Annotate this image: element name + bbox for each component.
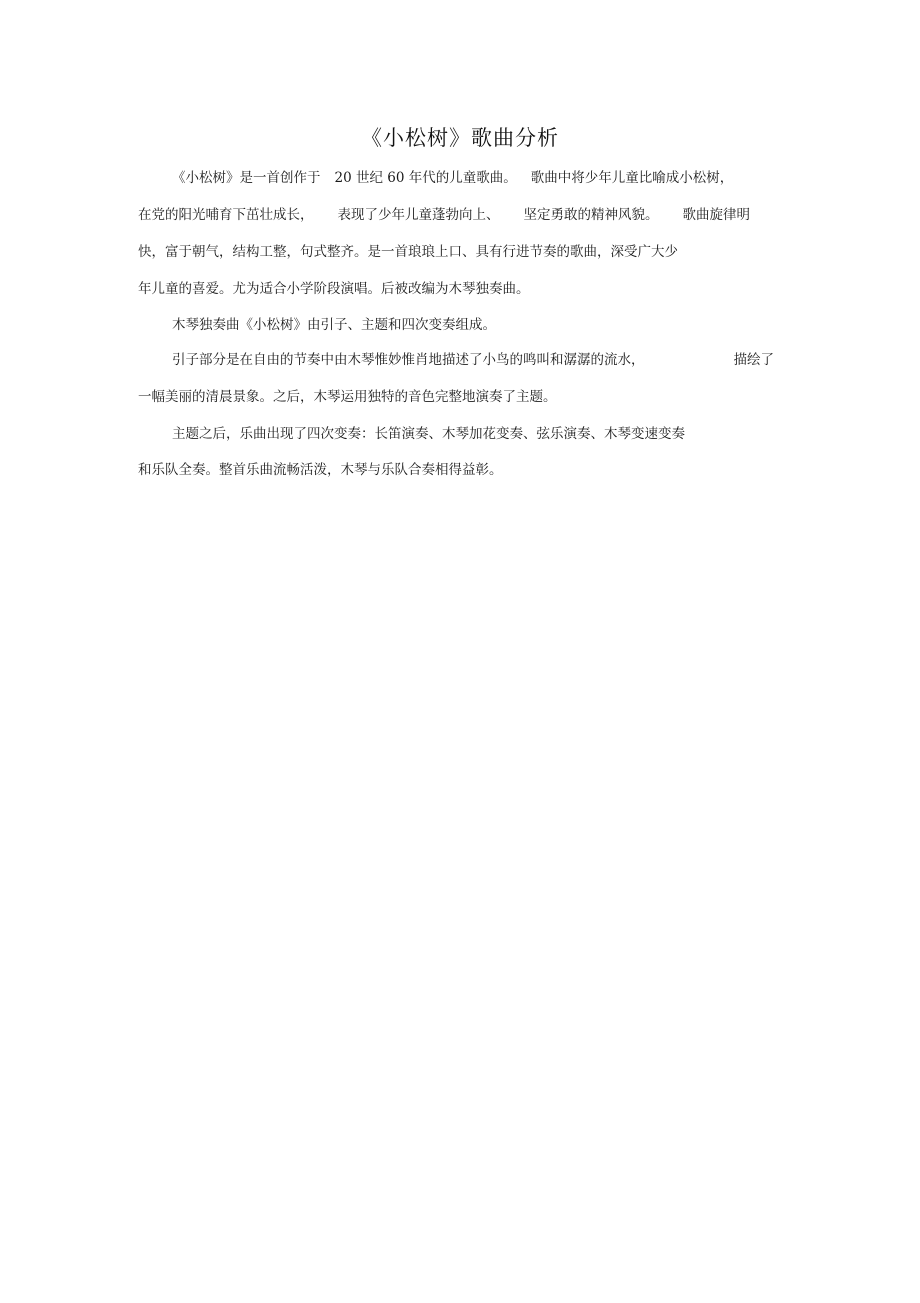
text-segment: 表现了少年儿童蓬勃向上、 — [337, 207, 500, 223]
text-segment: 歌曲旋律明 — [682, 207, 750, 223]
text-segment: 20 世纪 60 年代的儿童歌曲。 — [334, 170, 517, 186]
paragraph-2-line-1: 木琴独奏曲《小松树》由引子、主题和四次变奏组成。 — [172, 317, 496, 333]
paragraph-3-line-1 — [172, 351, 774, 369]
paragraph-1-line-4: 年儿童的喜爱。尤为适合小学阶段演唱。后被改编为木琴独奏曲。 — [138, 281, 530, 297]
paragraph-1-line-2 — [138, 206, 788, 224]
paragraph-3-line-2: 一幅美丽的清晨景象。之后，木琴运用独特的音色完整地演奏了主题。 — [138, 389, 557, 405]
text-segment: 歌曲中将少年儿童比喻成小松树， — [530, 170, 734, 186]
paragraph-1-line-1 — [172, 169, 822, 187]
paragraph-4-line-1: 主题之后，乐曲出现了四次变奏：长笛演奏、木琴加花变奏、弦乐演奏、木琴变速变奏 — [172, 426, 685, 442]
document-title: 《小松树》歌曲分析 — [361, 126, 559, 150]
text-segment: 在党的阳光哺育下茁壮成长， — [138, 207, 314, 223]
text-segment: 坚定勇敢的精神风貌。 — [523, 207, 659, 223]
text-segment: 《小松树》是一首创作于 — [172, 170, 321, 186]
text-segment: 描绘了 — [733, 352, 774, 368]
paragraph-1-line-3: 快，富于朝气，结构工整，句式整齐。是一首琅琅上口、具有行进节奏的歌曲，深受广大少 — [138, 244, 678, 260]
text-segment: 引子部分是在自由的节奏中由木琴惟妙惟肖地描述了小鸟的鸣叫和潺潺的流水， — [172, 352, 645, 368]
paragraph-4-line-2: 和乐队全奏。整首乐曲流畅活泼，木琴与乐队合奏相得益彰。 — [138, 462, 503, 478]
